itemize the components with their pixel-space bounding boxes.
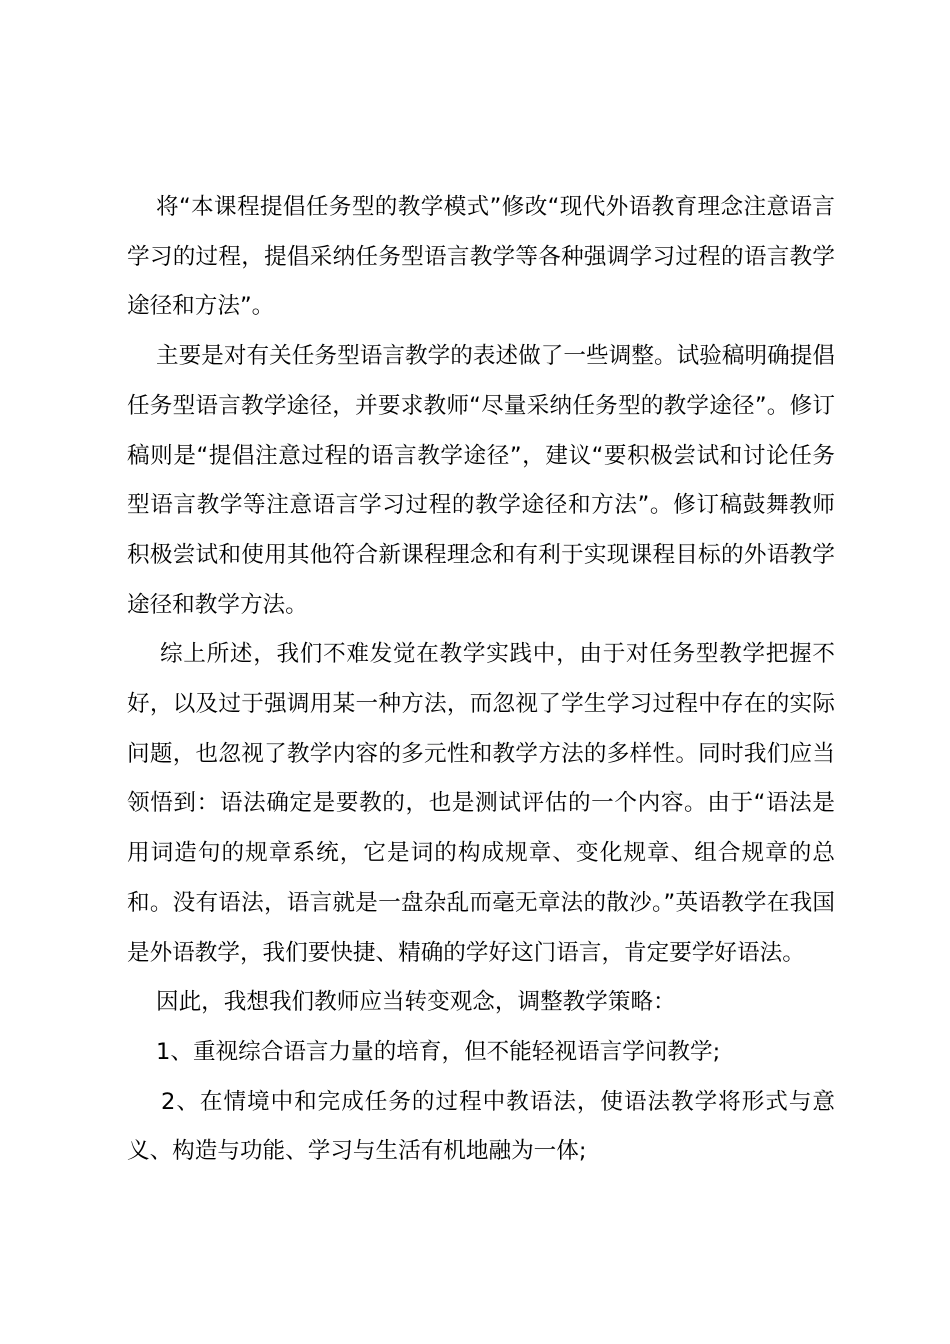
paragraph-strategy-intro: 因此，我想我们教师应当转变观念，调整教学策略：: [156, 989, 676, 1016]
paragraph-strategy-1: 1、重视综合语言力量的培育，但不能轻视语言学问教学;: [156, 1038, 721, 1065]
paragraph-revision-explanation: 主要是对有关任务型语言教学的表述做了一些调整。试验稿明确提倡任务型语言教学途径，并要求教师“尽量采纳任务型的教学途径”。修订稿则是“提倡注意过程的语言教学途径”，建议“要积极尝试和讨论任务型语言教学等注意语言学习过程的教学途径和方法”。修订稿鼓舞教师积极尝试和使用其他符合新课程理念和有利于实现课程目标的外语教学途径和教学方法。: [127, 343, 835, 618]
paragraph-task-based-revision: 将“本课程提倡任务型的教学模式”修改“现代外语教育理念注意语言学习的过程，提倡采纳任务型语言教学等各种强调学习过程的语言教学途径和方法”。: [127, 194, 835, 320]
document-body: [127, 183, 835, 1177]
paragraph-strategy-2: 2、在情境中和完成任务的过程中教语法，使语法教学将形式与意义、构造与功能、学习与生活有机地融为一体;: [127, 1088, 835, 1165]
paragraph-summary: 综上所述，我们不难发觉在教学实践中，由于对任务型教学把握不好，以及过于强调用某一种方法，而忽视了学生学习过程中存在的实际问题，也忽视了教学内容的多元性和教学方法的多样性。同时我们应当领悟到：语法确定是要教的，也是测试评估的一个内容。由于“语法是用词造句的规章系统，它是词的构成规章、变化规章、组合规章的总和。没有语法，语言就是一盘杂乱而毫无章法的散沙。”英语教学在我国是外语教学，我们要快捷、精确的学好这门语言，肯定要学好语法。: [127, 641, 835, 966]
